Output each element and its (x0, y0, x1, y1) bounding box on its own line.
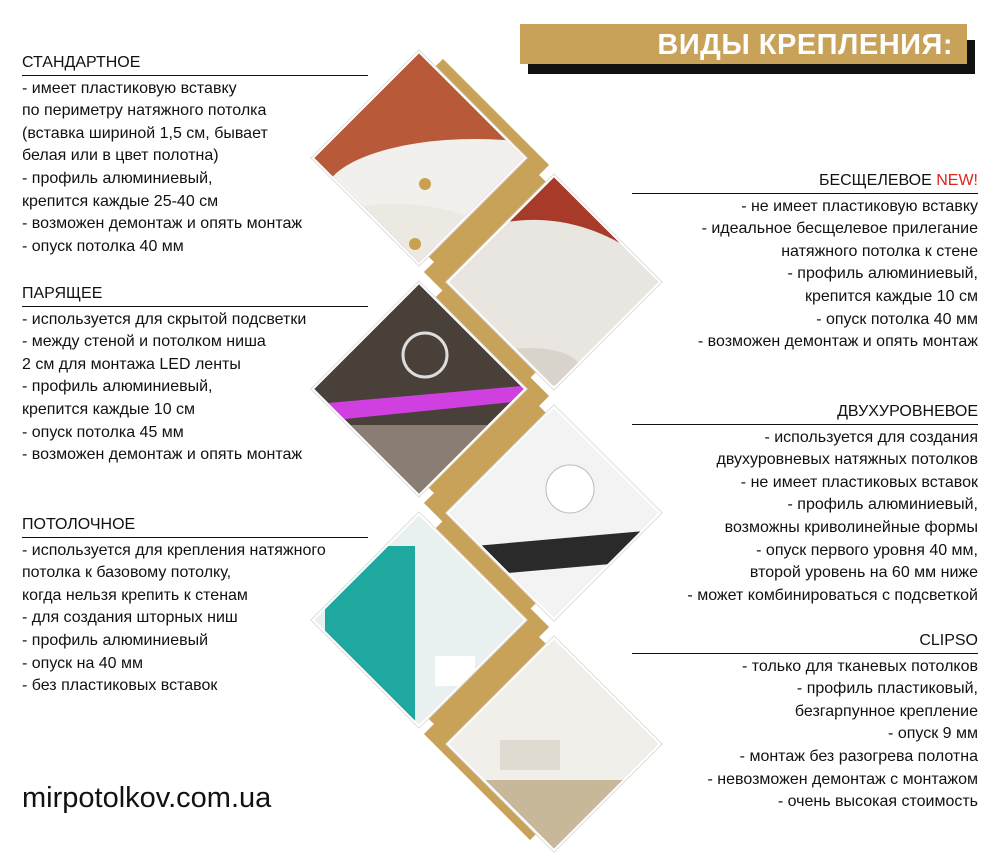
shadowless-line: натяжного потолка к стене (781, 242, 978, 260)
ceiling-mount-line: - для создания шторных ниш (22, 609, 238, 627)
shadowless-line: - не имеет пластиковую вставку (741, 197, 978, 215)
floating-title: ПАРЯЩЕЕ (22, 283, 368, 307)
clipso-line: - профиль пластиковый, (796, 680, 978, 698)
two-level-line: - профиль алюминиевый, (787, 496, 978, 514)
ceiling-mount-line: - без пластиковых вставок (22, 677, 218, 695)
shadowless-line: - идеальное бесщелевое прилегание (701, 220, 978, 238)
clipso-line: - только для тканевых потолков (741, 657, 978, 675)
floating-line: - используется для скрытой подсветки (22, 310, 307, 328)
floating-line: - возможен демонтаж и опять монтаж (22, 446, 303, 464)
two-level-line: возможны криволинейные формы (724, 518, 978, 536)
shadowless-block (632, 170, 978, 354)
clipso-line: - опуск 9 мм (888, 725, 978, 743)
ceiling-mount-line: - профиль алюминиевый (22, 631, 209, 649)
standard-line: - возможен демонтаж и опять монтаж (22, 215, 303, 233)
title-banner (520, 24, 967, 64)
clipso-line: - монтаж без разогрева полотна (739, 747, 978, 765)
standard-line: крепится каждые 25-40 см (22, 192, 219, 210)
two-level-line: - может комбинироваться с подсветкой (687, 586, 978, 604)
ceiling-mount-title: ПОТОЛОЧНОЕ (22, 514, 368, 538)
shadowless-line: - возможен демонтаж и опять монтаж (697, 333, 978, 351)
two-level-line: - используется для создания (764, 428, 978, 446)
clipso-line: безгарпунное крепление (794, 702, 978, 720)
floating-block (22, 283, 368, 467)
two-level-line: - не имеет пластиковых вставок (740, 473, 978, 491)
website-url: mirpotolkov.com.ua (22, 782, 272, 814)
two-level-block (632, 401, 978, 607)
clipso-line: - невозможен демонтаж с монтажом (707, 770, 978, 788)
standard-line: по периметру натяжного потолка (22, 102, 267, 120)
ceiling-mount-block (22, 514, 368, 698)
clipso-line: - очень высокая стоимость (777, 793, 978, 811)
shadowless-line: - опуск потолка 40 мм (816, 310, 978, 328)
clipso-block (632, 630, 978, 814)
clipso-title: CLIPSO (632, 630, 978, 654)
two-level-line: двухуровневых натяжных потолков (716, 451, 978, 469)
standard-line: (вставка шириной 1,5 см, бывает (22, 124, 268, 142)
standard-line: - профиль алюминиевый, (22, 169, 213, 187)
two-level-line: второй уровень на 60 мм ниже (749, 564, 978, 582)
floating-line: 2 см для монтажа LED ленты (22, 355, 241, 373)
floating-line: - профиль алюминиевый, (22, 378, 213, 396)
shadowless-line: крепится каждые 10 см (804, 287, 978, 305)
two-level-title: ДВУХУРОВНЕВОЕ (632, 401, 978, 425)
shadowless-line: - профиль алюминиевый, (787, 265, 978, 283)
shadowless-title (632, 170, 978, 194)
ceiling-mount-line: - опуск на 40 мм (22, 654, 144, 672)
ceiling-mount-line: - используется для крепления натяжного (22, 541, 326, 559)
standard-line: - опуск потолка 40 мм (22, 237, 184, 255)
ceiling-mount-line: потолка к базовому потолку, (22, 564, 232, 582)
page-title: ВИДЫ КРЕПЛЕНИЯ: (657, 29, 953, 61)
standard-line: - имеет пластиковую вставку (22, 79, 237, 97)
ceiling-mount-line: когда нельзя крепить к стенам (22, 586, 248, 604)
floating-line: - опуск потолка 45 мм (22, 423, 184, 441)
floating-line: крепится каждые 10 см (22, 400, 196, 418)
new-badge: NEW! (936, 172, 978, 189)
two-level-line: - опуск первого уровня 40 мм, (756, 541, 978, 559)
floating-line: - между стеной и потолком ниша (22, 333, 266, 351)
shadowless-title-text: БЕСЩЕЛЕВОЕ (818, 172, 932, 189)
standard-title: СТАНДАРТНОЕ (22, 52, 368, 76)
standard-line: белая или в цвет полотна) (22, 147, 219, 165)
